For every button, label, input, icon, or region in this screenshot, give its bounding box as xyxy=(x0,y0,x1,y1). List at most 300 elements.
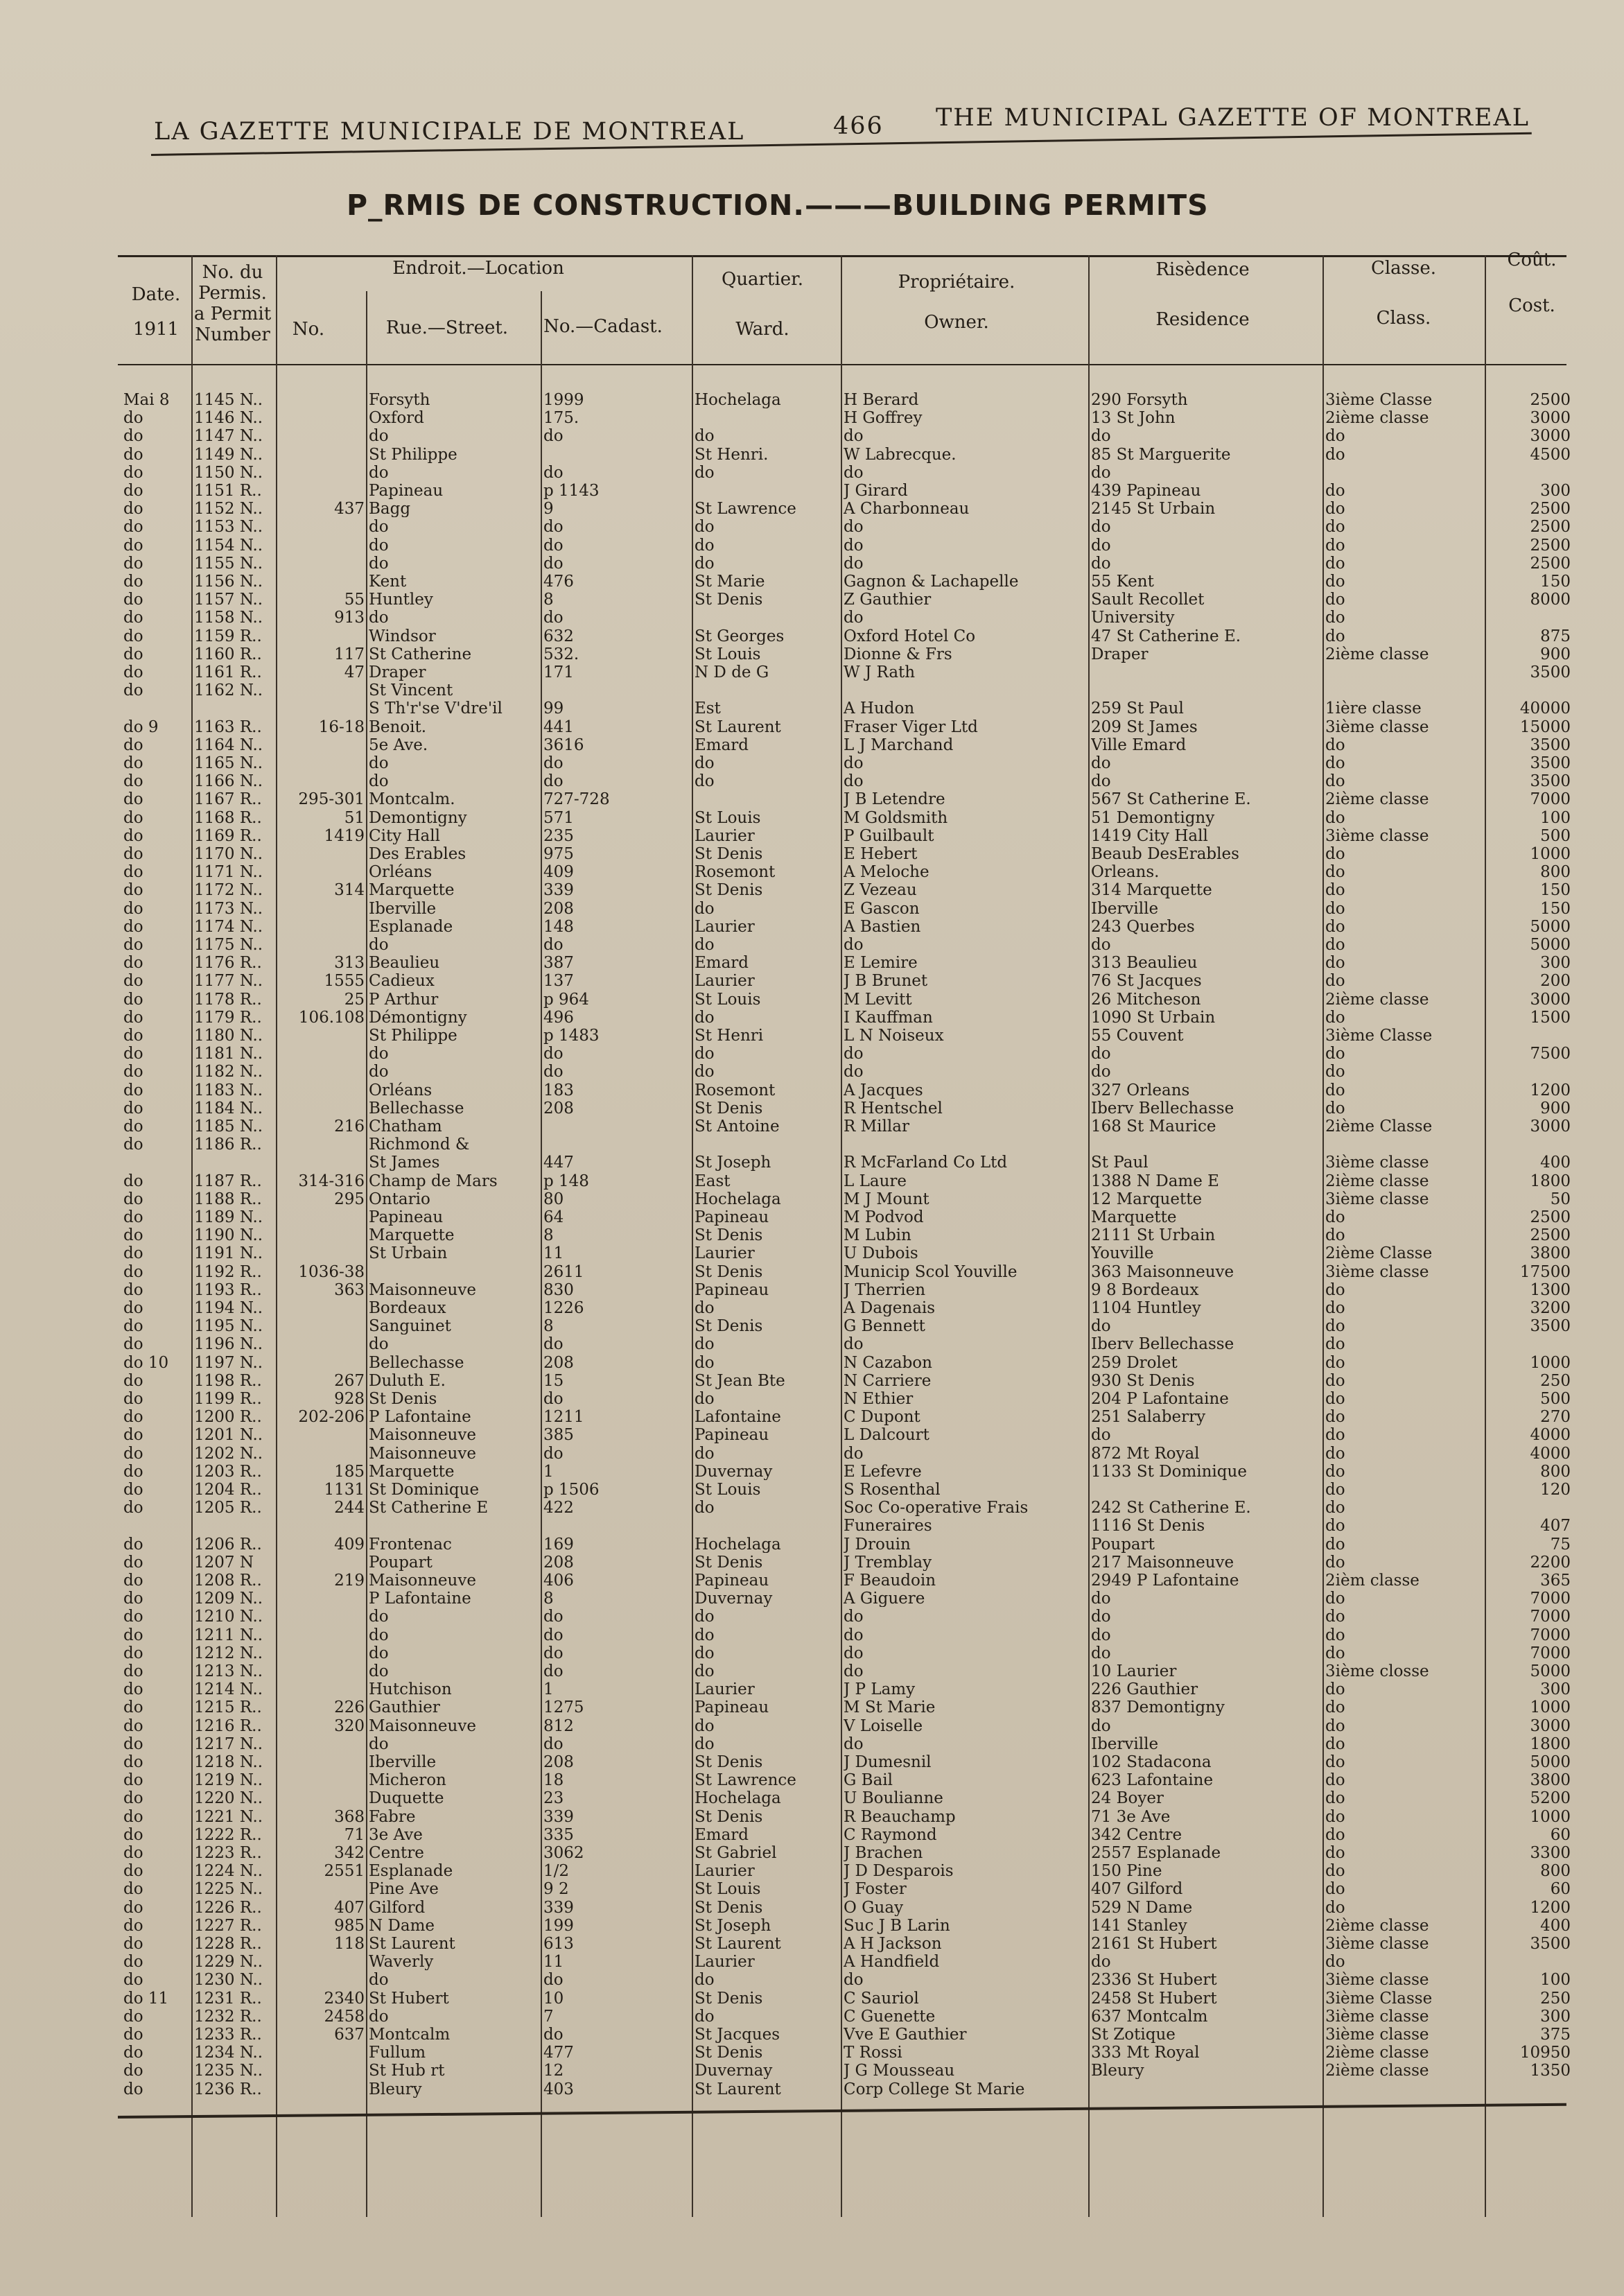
cell-owner: N Ethier xyxy=(844,1391,914,1407)
cell-class: 3ième closse xyxy=(1325,1663,1429,1680)
cell-owner: J Drouin xyxy=(844,1536,911,1553)
cell-cadast: 1 xyxy=(543,1681,554,1698)
cell-class: 3ième Classe xyxy=(1325,392,1433,408)
cell-ward: do xyxy=(695,1608,715,1626)
cell-permit: 1222 R.. xyxy=(194,1826,262,1843)
cell-owner: Soc Co-operative Frais xyxy=(844,1499,1029,1517)
cell-class: 3ième classe xyxy=(1325,718,1429,736)
cell-cadast: do xyxy=(543,2026,564,2043)
cell-permit: 1175 N.. xyxy=(194,937,263,953)
cell-no: 295-301 xyxy=(298,791,365,808)
cell-date: do xyxy=(123,1318,143,1335)
cell-owner: W J Rath xyxy=(844,664,916,681)
cell-cost: 5000 xyxy=(1530,918,1571,935)
cell-class: do xyxy=(1325,1863,1345,1880)
table-row xyxy=(118,791,1573,808)
cell-date: do xyxy=(123,1136,143,1154)
cell-cost: 3500 xyxy=(1530,755,1571,772)
col-residence-header-en: Residence xyxy=(1155,309,1250,330)
cell-residence: 168 St Maurice xyxy=(1091,1118,1216,1135)
cell-date: do 11 xyxy=(123,1990,169,2007)
cell-date: do xyxy=(123,1663,143,1680)
cell-class: do xyxy=(1325,428,1345,445)
table-row xyxy=(118,700,1573,717)
cell-street: Beaulieu xyxy=(369,955,440,972)
cell-class: do xyxy=(1325,918,1345,935)
cell-owner: T Rossi xyxy=(844,2044,902,2062)
cell-cadast: 208 xyxy=(543,1754,574,1771)
cell-owner: L N Noiseux xyxy=(844,1027,944,1044)
cell-ward: Hochelaga xyxy=(695,392,781,408)
cell-street: St Vincent xyxy=(369,682,453,699)
cell-ward: St Marie xyxy=(695,573,765,590)
table-row xyxy=(118,773,1573,790)
cell-date: do xyxy=(123,645,143,663)
cell-date: do xyxy=(123,1063,143,1081)
cell-street: Richmond & xyxy=(369,1136,470,1154)
cell-date: Mai 8 xyxy=(123,392,170,408)
cell-class: do xyxy=(1325,1481,1345,1498)
cell-owner: J Therrien xyxy=(844,1281,926,1298)
cell-cost: 1500 xyxy=(1530,1009,1571,1026)
cell-residence: do xyxy=(1091,1318,1111,1335)
cell-date: do xyxy=(123,1427,143,1444)
cell-residence: 290 Forsyth xyxy=(1091,392,1188,408)
cell-class: do xyxy=(1325,1409,1345,1426)
cell-no: 928 xyxy=(334,1391,365,1407)
cell-ward: St Henri. xyxy=(695,446,769,463)
cell-permit: 1155 N.. xyxy=(194,555,263,572)
cell-street: Fabre xyxy=(369,1808,416,1825)
cell-cost: 800 xyxy=(1540,864,1571,881)
cell-ward: St Lawrence xyxy=(695,501,796,518)
cell-class: do xyxy=(1325,1517,1345,1535)
cell-street: do xyxy=(369,1626,389,1644)
cell-no: 407 xyxy=(334,1899,365,1916)
cell-cost: 1800 xyxy=(1530,1735,1571,1753)
cell-ward: Hochelaga xyxy=(695,1790,781,1807)
cell-residence: 85 St Marguerite xyxy=(1091,446,1231,463)
cell-permit: 1188 R.. xyxy=(194,1190,262,1208)
cell-class: 3ième classe xyxy=(1325,1154,1429,1172)
cell-cost: 8000 xyxy=(1530,591,1571,609)
cell-street: Draper xyxy=(369,664,426,681)
cell-ward: St Joseph xyxy=(695,1917,771,1934)
cell-cadast: 335 xyxy=(543,1826,574,1843)
cell-owner: N Cazabon xyxy=(844,1354,932,1371)
cell-date: do xyxy=(123,791,143,808)
cell-date: do xyxy=(123,2080,143,2098)
table-row xyxy=(118,1663,1573,1680)
cell-cost: 1300 xyxy=(1530,1281,1571,1298)
table-row xyxy=(118,1445,1573,1462)
cell-permit: 1194 N.. xyxy=(194,1300,263,1316)
col-class-header-fr: Classe. xyxy=(1370,258,1437,279)
cell-date: do xyxy=(123,428,143,445)
cell-cost: 800 xyxy=(1540,1463,1571,1480)
cell-date: do xyxy=(123,501,143,518)
cell-owner: Oxford Hotel Co xyxy=(844,627,976,645)
cell-class: 2ième classe xyxy=(1325,2062,1429,2080)
cell-cadast: 409 xyxy=(543,864,574,881)
cell-class: 2ièm classe xyxy=(1325,1572,1420,1589)
cell-ward: do xyxy=(695,464,715,481)
cell-permit: 1201 N.. xyxy=(194,1427,263,1444)
cell-class: 2ième classe xyxy=(1325,2044,1429,2062)
cell-cadast: 199 xyxy=(543,1917,574,1934)
table-row xyxy=(118,1754,1573,1771)
cell-date: do xyxy=(123,1899,143,1916)
cell-cadast: do xyxy=(543,1336,564,1353)
cell-ward: do xyxy=(695,937,715,953)
table-row xyxy=(118,1173,1573,1190)
cell-owner: do xyxy=(844,1445,864,1462)
cell-street: Ontario xyxy=(369,1190,430,1208)
cell-ward: St Denis xyxy=(695,1808,763,1825)
cell-ward: Papineau xyxy=(695,1209,769,1226)
cell-residence: do xyxy=(1091,1954,1111,1971)
cell-owner: H Goffrey xyxy=(844,410,923,427)
cell-owner: J Brachen xyxy=(844,1845,923,1861)
cell-no: 267 xyxy=(334,1372,365,1389)
cell-street: Maisonneuve xyxy=(369,1281,476,1298)
cell-class: 3ième classe xyxy=(1325,1263,1429,1280)
cell-cadast: 148 xyxy=(543,918,574,935)
cell-cadast: 1/2 xyxy=(543,1863,570,1880)
cell-permit: 1199 R.. xyxy=(194,1391,262,1407)
cell-residence: do xyxy=(1091,537,1111,554)
cell-residence: 872 Mt Royal xyxy=(1091,1445,1200,1462)
cell-date: do xyxy=(123,1099,143,1117)
cell-cost: 2500 xyxy=(1530,392,1571,408)
cell-permit: 1164 N.. xyxy=(194,736,263,754)
cell-permit: 1233 R.. xyxy=(194,2026,262,2043)
cell-ward: do xyxy=(695,1445,715,1462)
cell-owner: U Boulianne xyxy=(844,1790,943,1807)
cell-permit: 1178 R.. xyxy=(194,991,262,1008)
cell-date: do xyxy=(123,2044,143,2062)
cell-date: do xyxy=(123,1263,143,1280)
cell-class: do xyxy=(1325,1881,1345,1898)
cell-permit: 1202 N.. xyxy=(194,1445,263,1462)
cell-permit: 1196 N.. xyxy=(194,1336,263,1353)
cell-street: Frontenac xyxy=(369,1536,452,1553)
cell-owner: Corp College St Marie xyxy=(844,2080,1025,2098)
cell-residence: 102 Stadacona xyxy=(1091,1754,1212,1771)
cell-residence: do xyxy=(1091,1590,1111,1608)
table-row xyxy=(118,991,1573,1008)
cell-permit: 1226 R.. xyxy=(194,1899,262,1916)
table-row xyxy=(118,2008,1573,2025)
cell-cost: 250 xyxy=(1540,1990,1571,2007)
cell-class: do xyxy=(1325,1045,1345,1063)
cell-cadast: 387 xyxy=(543,955,574,972)
cell-cost: 4000 xyxy=(1530,1427,1571,1444)
table-row xyxy=(118,1736,1573,1753)
cell-permit: 1177 N.. xyxy=(194,973,263,990)
cell-no: 25 xyxy=(344,991,365,1008)
cell-permit: 1145 N.. xyxy=(194,392,263,408)
cell-ward: do xyxy=(695,1717,715,1734)
cell-owner: V Loiselle xyxy=(844,1717,923,1734)
cell-owner: N Carriere xyxy=(844,1372,932,1389)
cell-class: do xyxy=(1325,1499,1345,1517)
col-location-header: Endroit.—Location xyxy=(392,258,564,279)
cell-permit: 1200 R.. xyxy=(194,1409,262,1426)
cell-ward: Duvernay xyxy=(695,2062,773,2080)
cell-ward: do xyxy=(695,900,715,917)
cell-residence: 1388 N Dame E xyxy=(1091,1172,1219,1190)
cell-date: do xyxy=(123,573,143,590)
cell-class: do xyxy=(1325,773,1345,790)
cell-cost: 3500 xyxy=(1530,736,1571,754)
cell-date: do xyxy=(123,1027,143,1044)
cell-permit: 1207 N xyxy=(194,1554,254,1571)
cell-residence: 141 Stanley xyxy=(1091,1917,1187,1934)
cell-permit: 1154 N.. xyxy=(194,537,263,554)
cell-owner: Municip Scol Youville xyxy=(844,1263,1018,1280)
cell-date: do xyxy=(123,1608,143,1626)
cell-residence: Iberville xyxy=(1091,900,1159,917)
cell-class: 2ième classe xyxy=(1325,410,1429,427)
cell-class: do xyxy=(1325,1009,1345,1026)
cell-cost: 400 xyxy=(1540,1917,1571,1934)
cell-ward: do xyxy=(695,1499,715,1517)
table-row xyxy=(118,519,1573,535)
cell-cadast: 1211 xyxy=(543,1409,584,1426)
cell-date: do xyxy=(123,537,143,554)
cell-class: do xyxy=(1325,755,1345,772)
cell-permit: 1206 R.. xyxy=(194,1536,262,1553)
cell-no: 47 xyxy=(344,664,365,681)
cell-owner: L Laure xyxy=(844,1172,907,1190)
cell-owner: do xyxy=(844,1644,864,1662)
cell-permit: 1220 N.. xyxy=(194,1790,263,1807)
cell-cost: 120 xyxy=(1540,1481,1571,1498)
cell-ward: St Denis xyxy=(695,1754,763,1771)
cell-cost: 3000 xyxy=(1530,428,1571,445)
cell-owner: R Millar xyxy=(844,1118,909,1135)
cell-street: Benoit. xyxy=(369,718,427,736)
cell-cadast: 2611 xyxy=(543,1263,584,1280)
cell-ward: St Denis xyxy=(695,1554,763,1571)
cell-date: do xyxy=(123,1644,143,1662)
cell-date: do xyxy=(123,664,143,681)
cell-cost: 3500 xyxy=(1530,773,1571,790)
cell-cadast: 169 xyxy=(543,1536,574,1553)
cell-residence: do xyxy=(1091,1045,1111,1063)
cell-owner: Z Vezeau xyxy=(844,882,917,899)
cell-class: 3ième classe xyxy=(1325,2026,1429,2043)
cell-permit: 1191 N.. xyxy=(194,1245,263,1262)
cell-class: do xyxy=(1325,609,1345,627)
cell-permit: 1221 N.. xyxy=(194,1808,263,1825)
cell-residence: 1104 Huntley xyxy=(1091,1300,1201,1316)
cell-ward: Laurier xyxy=(695,1245,755,1262)
cell-cadast: do xyxy=(543,1735,564,1753)
cell-permit: 1229 N.. xyxy=(194,1954,263,1971)
cell-class: 2ième Classe xyxy=(1325,1118,1433,1135)
table-row xyxy=(118,882,1573,898)
cell-class: do xyxy=(1325,573,1345,590)
cell-permit: 1189 N.. xyxy=(194,1209,263,1226)
cell-class: do xyxy=(1325,1681,1345,1698)
table-row xyxy=(118,1300,1573,1316)
cell-owner: G Bail xyxy=(844,1772,893,1789)
cell-ward: Duvernay xyxy=(695,1463,773,1480)
cell-class: do xyxy=(1325,1099,1345,1117)
cell-ward: do xyxy=(695,428,715,445)
cell-permit: 1151 R.. xyxy=(194,482,262,499)
cell-date: do xyxy=(123,827,143,844)
cell-cost: 300 xyxy=(1540,2008,1571,2025)
cell-cost: 1350 xyxy=(1530,2062,1571,2080)
cell-cadast: do xyxy=(543,1391,564,1407)
cell-class: do xyxy=(1325,1336,1345,1353)
cell-owner: do xyxy=(844,1608,864,1626)
cell-street: Montcalm. xyxy=(369,791,455,808)
cell-ward: do xyxy=(695,519,715,536)
cell-owner: A Giguere xyxy=(844,1590,925,1608)
cell-residence: 226 Gauthier xyxy=(1091,1681,1198,1698)
col-ward-header-fr: Quartier. xyxy=(722,269,803,290)
table-row xyxy=(118,1827,1573,1843)
cell-class: do xyxy=(1325,1735,1345,1753)
cell-class: do xyxy=(1325,1063,1345,1081)
cell-no: 320 xyxy=(334,1717,365,1734)
cell-owner: Dionne & Frs xyxy=(844,645,952,663)
cell-street: St Hubert xyxy=(369,1990,449,2007)
cell-cadast: 975 xyxy=(543,846,574,862)
cell-residence: 314 Marquette xyxy=(1091,882,1212,899)
table-row xyxy=(118,1809,1573,1825)
cell-date: do xyxy=(123,410,143,427)
cell-cost: 1000 xyxy=(1530,1808,1571,1825)
cell-owner: Fraser Viger Ltd xyxy=(844,718,978,736)
cell-cost: 3200 xyxy=(1530,1300,1571,1316)
cell-cost: 2500 xyxy=(1530,537,1571,554)
cell-permit: 1195 N.. xyxy=(194,1318,263,1335)
cell-class: do xyxy=(1325,1608,1345,1626)
cell-residence: 2111 St Urbain xyxy=(1091,1227,1216,1244)
cell-no: 1555 xyxy=(324,973,365,990)
cell-owner: M Goldsmith xyxy=(844,809,948,826)
cell-residence: 529 N Dame xyxy=(1091,1899,1193,1916)
cell-class: do xyxy=(1325,1826,1345,1843)
cell-residence: 439 Papineau xyxy=(1091,482,1201,499)
cell-street: N Dame xyxy=(369,1917,435,1934)
cell-class: do xyxy=(1325,1554,1345,1571)
cell-cadast: do xyxy=(543,1445,564,1462)
cell-street: P Lafontaine xyxy=(369,1409,471,1426)
cell-permit: 1150 N.. xyxy=(194,464,263,481)
table-row xyxy=(118,1590,1573,1607)
cell-residence: 342 Centre xyxy=(1091,1826,1182,1843)
cell-cost: 1200 xyxy=(1530,1899,1571,1916)
cell-street: Bagg xyxy=(369,501,411,518)
cell-cost: 4000 xyxy=(1530,1445,1571,1462)
cell-permit: 1205 R.. xyxy=(194,1499,262,1517)
cell-owner: A Handfield xyxy=(844,1954,940,1971)
cell-cadast: 8 xyxy=(543,1318,554,1335)
cell-street: do xyxy=(369,2008,389,2025)
cell-cadast: do xyxy=(543,1972,564,1989)
cell-residence: 2336 St Hubert xyxy=(1091,1972,1217,1989)
cell-owner: E Lefevre xyxy=(844,1463,922,1480)
table-row xyxy=(118,1790,1573,1807)
cell-date: do xyxy=(123,591,143,609)
cell-street: Maisonneuve xyxy=(369,1445,476,1462)
cell-residence: 55 Couvent xyxy=(1091,1027,1184,1044)
cell-cadast: 235 xyxy=(543,827,574,844)
cell-date: do xyxy=(123,464,143,481)
cell-permit: 1198 R.. xyxy=(194,1372,262,1389)
cell-permit: 1190 N.. xyxy=(194,1227,263,1244)
cell-ward: St Louis xyxy=(695,1481,761,1498)
cell-no: 216 xyxy=(334,1118,365,1135)
cell-cadast: 208 xyxy=(543,900,574,917)
cell-owner: S Rosenthal xyxy=(844,1481,941,1498)
cell-permit: 1174 N.. xyxy=(194,918,263,935)
table-row xyxy=(118,646,1573,663)
cell-cost: 7000 xyxy=(1530,1590,1571,1608)
cell-no: 985 xyxy=(334,1917,365,1934)
cell-street: Papineau xyxy=(369,482,444,499)
cell-cost: 2200 xyxy=(1530,1554,1571,1571)
cell-date: do xyxy=(123,609,143,627)
page-number: 466 xyxy=(833,112,884,140)
permits-table xyxy=(118,250,1573,2232)
cell-street: Demontigny xyxy=(369,809,467,826)
cell-ward: St Denis xyxy=(695,2044,763,2062)
cell-cadast: 3062 xyxy=(543,1845,584,1861)
cell-date: do xyxy=(123,809,143,826)
cell-cadast: 10 xyxy=(543,1990,564,2007)
cell-owner: E Gascon xyxy=(844,900,920,917)
cell-permit: 1182 N.. xyxy=(194,1063,263,1081)
cell-date: do xyxy=(123,1772,143,1789)
cell-class: 2ième classe xyxy=(1325,1917,1429,1934)
cell-street: Poupart xyxy=(369,1554,433,1571)
cell-cadast: 812 xyxy=(543,1717,574,1734)
cell-class: do xyxy=(1325,937,1345,953)
cell-street: Duluth E. xyxy=(369,1372,446,1389)
cell-residence: 243 Querbes xyxy=(1091,918,1195,935)
cell-ward: St Denis xyxy=(695,591,763,609)
cell-street: Maisonneuve xyxy=(369,1572,476,1589)
cell-cadast: 3616 xyxy=(543,736,584,754)
cell-street: Waverly xyxy=(369,1954,434,1971)
cell-cost: 40000 xyxy=(1519,700,1571,718)
cell-permit: 1166 N.. xyxy=(194,773,263,790)
cell-cost: 2500 xyxy=(1530,1227,1571,1244)
cell-cost: 50 xyxy=(1550,1190,1571,1208)
cell-class: 1ière classe xyxy=(1325,700,1422,718)
cell-street: do xyxy=(369,609,389,627)
cell-ward: St Gabriel xyxy=(695,1845,777,1861)
cell-residence: 1133 St Dominique xyxy=(1091,1463,1247,1480)
cell-cadast: 830 xyxy=(543,1281,574,1298)
cell-permit: 1179 R.. xyxy=(194,1009,262,1026)
cell-street: do xyxy=(369,937,389,953)
cell-date: do xyxy=(123,1754,143,1771)
cell-class: do xyxy=(1325,1445,1345,1462)
cell-class: do xyxy=(1325,973,1345,990)
cell-owner: do xyxy=(844,1626,864,1644)
cell-permit: 1186 R.. xyxy=(194,1136,262,1154)
cell-date: do xyxy=(123,773,143,790)
cell-cost: 7000 xyxy=(1530,1626,1571,1644)
